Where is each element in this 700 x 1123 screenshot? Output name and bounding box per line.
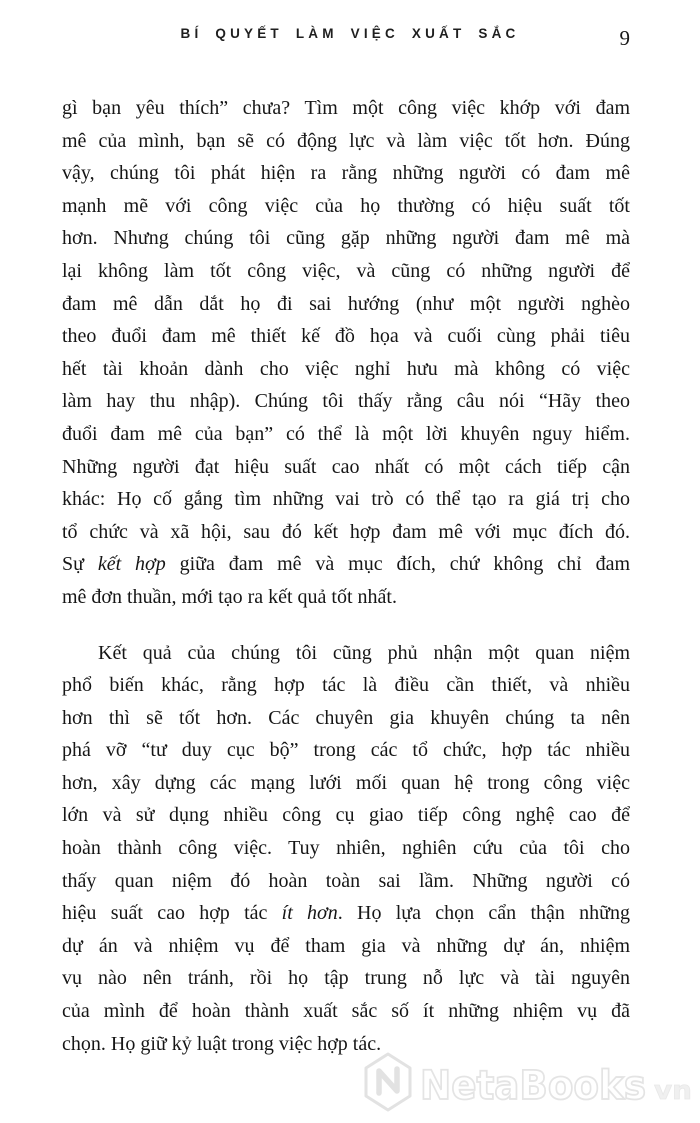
text-line <box>62 157 630 190</box>
text-segment: chọn. Họ giữ kỷ luật trong việc hợp tác. <box>62 1032 382 1055</box>
text-line <box>62 637 630 670</box>
text-line <box>62 799 630 832</box>
text-segment: vụ nào nên tránh, rồi họ tập trung nỗ lực và tài nguyên <box>62 967 630 990</box>
text-line <box>62 702 630 735</box>
body-text <box>62 92 630 1060</box>
text-line <box>62 516 630 549</box>
text-line <box>62 483 630 516</box>
text-segment: lại không làm tốt công việc, và cũng có những người để <box>62 259 630 282</box>
running-header <box>62 26 638 50</box>
text-line <box>62 832 630 865</box>
text-segment: mạnh mẽ với công việc của họ thường có hiệu suất tốt <box>62 194 630 217</box>
watermark-domain-text: vn <box>654 1076 692 1106</box>
text-line <box>62 92 630 125</box>
text-line <box>62 865 630 898</box>
text-segment: hiệu suất cao hợp tác <box>62 902 282 925</box>
text-segment: phá vỡ “tư duy cục bộ” trong các tổ chức, hợp tác nhiều <box>62 739 630 762</box>
text-line <box>62 1028 630 1061</box>
text-line <box>62 897 630 930</box>
text-line <box>62 962 630 995</box>
text-line <box>62 581 630 614</box>
text-segment: đam mê dẫn dắt họ đi sai hướng (như một người nghèo <box>62 292 630 315</box>
text-line <box>62 222 630 255</box>
text-segment: hơn thì sẽ tốt hơn. Các chuyên gia khuyên chúng ta nên <box>62 706 630 729</box>
text-line <box>62 669 630 702</box>
text-line <box>62 353 630 386</box>
italic-text-segment: kết hợp <box>97 553 166 576</box>
text-line <box>62 767 630 800</box>
text-segment: giữa đam mê và mục đích, chứ không chỉ đam <box>165 553 630 576</box>
italic-text-segment: ít hơn <box>281 902 338 925</box>
text-line <box>62 734 630 767</box>
text-segment: lớn và sử dụng nhiều công cụ giao tiếp công nghệ cao để <box>62 804 630 827</box>
running-header-title: BÍ QUYẾT LÀM VIỆC XUẤT SẮC <box>180 26 520 41</box>
text-segment: thấy quan niệm đó hoàn toàn sai lầm. Những người có <box>62 869 630 892</box>
letter-n-icon <box>379 1069 397 1093</box>
text-segment: hết tài khoản dành cho việc nghỉ hưu mà không có việc <box>62 357 630 380</box>
text-segment: hoàn thành công việc. Tuy nhiên, nghiên cứu của tôi cho <box>62 837 630 860</box>
text-segment: mê của mình, bạn sẽ có động lực và làm việc tốt hơn. Đúng <box>62 129 630 152</box>
text-line <box>62 418 630 451</box>
text-segment: đuổi đam mê của bạn” có thể là một lời khuyên nguy hiểm. <box>62 422 630 445</box>
text-segment: khác: Họ cố gắng tìm những vai trò có thể tạo ra giá trị cho <box>62 488 630 511</box>
text-line <box>62 190 630 223</box>
text-segment: Kết quả của chúng tôi cũng phủ nhận một quan niệm <box>98 641 630 664</box>
text-segment: theo đuổi đam mê thiết kế đồ họa và cuối cùng phải tiêu <box>62 325 630 348</box>
text-segment: dự án và nhiệm vụ để tham gia và những dự án, nhiệm <box>62 934 630 957</box>
watermark-brand-text: NetaBooks <box>420 1063 646 1109</box>
text-segment: Những người đạt hiệu suất cao nhất có một cách tiếp cận <box>62 455 630 478</box>
text-segment: mê đơn thuần, mới tạo ra kết quả tốt nhất. <box>62 585 397 608</box>
text-line <box>62 320 630 353</box>
text-segment: Sự <box>62 553 98 576</box>
paragraph <box>62 637 630 1061</box>
text-segment: làm hay thu nhập). Chúng tôi thấy rằng câu nói “Hãy theo <box>62 390 630 413</box>
text-segment: hơn, xây dựng các mạng lưới mối quan hệ trong công việc <box>62 771 630 794</box>
text-line <box>62 385 630 418</box>
paragraph <box>62 92 630 614</box>
text-segment: tổ chức và xã hội, sau đó kết hợp đam mê với mục đích đó. <box>62 520 630 543</box>
netabooks-logo-icon <box>366 1054 410 1110</box>
text-line <box>62 451 630 484</box>
page-number: 9 <box>619 26 630 50</box>
text-segment: của mình để hoàn thành xuất sắc số ít những nhiệm vụ đã <box>62 1000 630 1023</box>
text-line <box>62 125 630 158</box>
text-line <box>62 255 630 288</box>
text-segment: phổ biến khác, rằng hợp tác là điều cần thiết, và nhiều <box>62 674 630 697</box>
text-segment: vậy, chúng tôi phát hiện ra rằng những người có đam mê <box>62 162 630 185</box>
text-line <box>62 288 630 321</box>
text-line <box>62 930 630 963</box>
text-segment: hơn. Nhưng chúng tôi cũng gặp những người đam mê mà <box>62 227 630 250</box>
text-line <box>62 995 630 1028</box>
text-segment: . Họ lựa chọn cẩn thận những <box>337 902 630 925</box>
text-segment: gì bạn yêu thích” chưa? Tìm một công việc khớp với đam <box>62 97 630 119</box>
text-line <box>62 548 630 581</box>
